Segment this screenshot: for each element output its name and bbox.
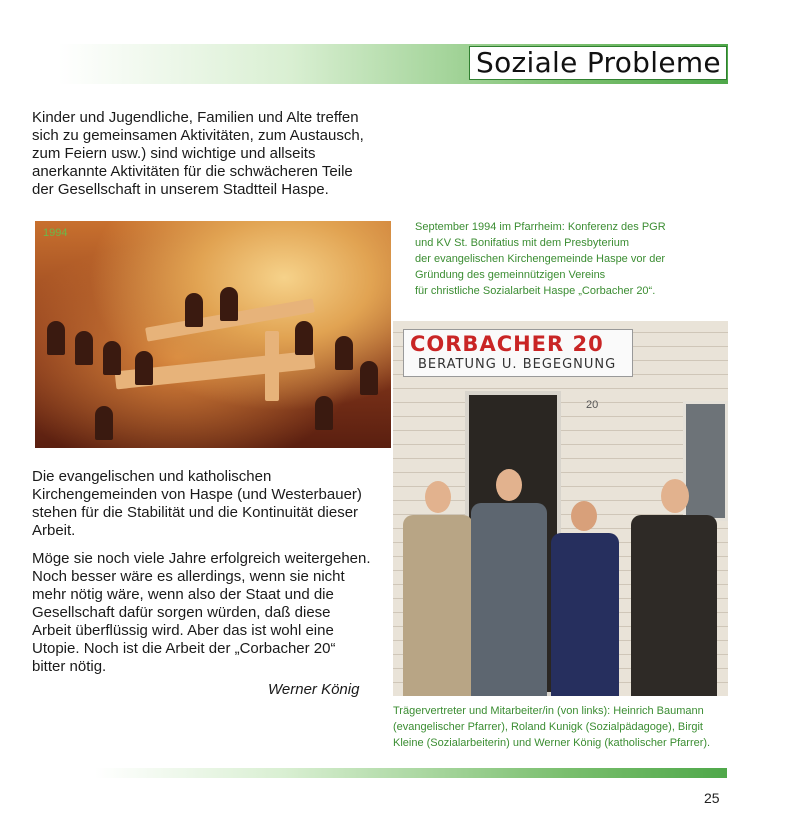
body-line: Die evangelischen und katholischen (32, 468, 272, 485)
body-line: Arbeit. (32, 522, 76, 539)
photo1-caption (415, 219, 705, 299)
sign-subtitle: BERATUNG U. BEGEGNUNG (418, 357, 617, 372)
body-line: bitter nötig. (32, 658, 107, 675)
body-paragraph (32, 468, 374, 540)
body-line: Kirchengemeinden von Haspe (und Westerbauer) (32, 486, 362, 503)
photo2-caption (393, 703, 743, 751)
building-sign (403, 329, 633, 377)
photo-person (295, 321, 313, 355)
photo-person (403, 481, 473, 696)
body-line: Noch besser wäre es allerdings, wenn sie nicht (32, 568, 345, 585)
person-head (425, 481, 451, 513)
caption-line: und KV St. Bonifatius mit dem Presbyterium (415, 237, 629, 249)
photo-person (360, 361, 378, 395)
intro-line: sich zu gemeinsamen Aktivitäten, zum Austausch, (32, 127, 364, 144)
photo-person (75, 331, 93, 365)
body-line: stehen für die Stabilität und die Kontinuität dieser (32, 504, 359, 521)
page-number: 25 (704, 790, 720, 806)
caption-line: September 1994 im Pfarrheim: Konferenz des PGR (415, 221, 666, 233)
person-head (661, 479, 689, 513)
sign-title: CORBACHER 20 (410, 332, 604, 356)
photo-year-label: 1994 (43, 227, 68, 239)
caption-line: (evangelischer Pfarrer), Roland Kunigk (Sozialpädagoge), Birgit (393, 721, 703, 733)
house-number: 20 (586, 399, 599, 411)
photo-person (95, 406, 113, 440)
photo-person (631, 479, 717, 696)
person-body (631, 515, 717, 696)
body-line: Möge sie noch viele Jahre erfolgreich weitergehen. (32, 550, 371, 567)
body-paragraph (32, 550, 374, 676)
person-head (571, 501, 597, 531)
person-body (471, 503, 547, 696)
intro-line: der Gesellschaft in unserem Stadtteil Haspe. (32, 181, 329, 198)
person-head (496, 469, 522, 501)
photo-person (103, 341, 121, 375)
footer-gradient-bar (95, 768, 727, 778)
person-body (403, 515, 473, 696)
body-text (32, 468, 374, 686)
body-line: Gesellschaft dafür sorgen würden, daß diese (32, 604, 331, 621)
author-signature: Werner König (268, 681, 360, 698)
caption-line: Kleine (Sozialarbeiterin) und Werner König (katholischer Pfarrer). (393, 737, 711, 749)
intro-line: Kinder und Jugendliche, Familien und Alte treffen (32, 109, 359, 126)
photo-table (265, 331, 279, 401)
caption-line: für christliche Sozialarbeit Haspe „Corbacher 20“. (415, 285, 656, 297)
body-line: mehr nötig wäre, wenn also der Staat und die (32, 586, 334, 603)
caption-line: Trägervertreter und Mitarbeiter/in (von links): Heinrich Baumann (393, 705, 704, 717)
body-line: Utopie. Noch ist die Arbeit der „Corbacher 20“ (32, 640, 336, 657)
section-title: Soziale Probleme (469, 46, 727, 80)
photo-person (335, 336, 353, 370)
photo-person (551, 501, 619, 696)
photo-person (47, 321, 65, 355)
group-photo (393, 321, 728, 696)
intro-paragraph (32, 109, 372, 199)
person-body (551, 533, 619, 696)
photo-person (185, 293, 203, 327)
caption-line: Gründung des gemeinnützigen Vereins (415, 269, 606, 281)
conference-photo (35, 221, 391, 448)
photo-person (135, 351, 153, 385)
photo-person (471, 469, 547, 696)
photo-person (315, 396, 333, 430)
body-line: Arbeit überflüssig wird. Aber das ist wohl eine (32, 622, 334, 639)
caption-line: der evangelischen Kirchengemeinde Haspe vor der (415, 253, 666, 265)
intro-line: zum Feiern usw.) sind wichtige und allseits (32, 145, 316, 162)
intro-line: anerkannte Aktivitäten für die schwächeren Teile (32, 163, 353, 180)
photo-person (220, 287, 238, 321)
